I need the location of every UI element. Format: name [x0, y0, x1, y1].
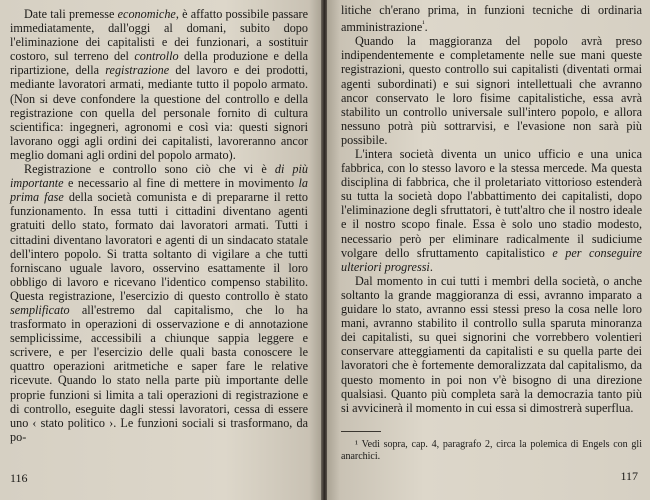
text-run: del lavoro e dei prodotti, mediante lavoratori armati, mediante tutto il popolo armato. (Non si deve confondere la questione del controllo e della registrazione con quella del personale fornito di cultura scientifica: ingegneri, agronomi e così via: questi signori lavorano oggi agli ordini dei capitalisti, lavoreranno ancor meglio domani agli ordini del popolo armato).: [10, 63, 308, 162]
text-run: .: [424, 20, 428, 35]
page-number-left: 116: [10, 471, 28, 485]
right-page: [327, 0, 650, 500]
paragraph: [341, 34, 642, 147]
paragraph: [341, 274, 642, 415]
paragraph: [341, 3, 642, 34]
text-run: e necessario al fine di mettere in movimento: [63, 176, 299, 191]
italic-run: registrazione: [105, 63, 170, 78]
text-run: litiche ch'erano prima, in funzioni tecniche di ordinaria amministrazione: [341, 3, 642, 35]
paragraph: [10, 162, 308, 444]
text-run: Registrazione e controllo sono ciò che vi è: [24, 162, 275, 177]
text-run: L'intera società diventa un unico ufficio e una unica fabbrica, con lo stesso lavoro e la stessa mercede. Ma questa disciplina di fabbrica, che il proletariato vittorioso estenderà su tutta la società dopo l'abbattimento dei capitalisti, dopo l'eliminazione degli sfruttatori, è tutt'altro che il nostro ideale e il nostro scopo finale. Essa è solo uno stadio modesto, necessario però per eliminare radicalmente il sudiciume volgare dello sfruttamento capitalistico: [341, 147, 642, 260]
text-run: della produzione e della ripartizione, della: [10, 49, 309, 78]
italic-run: controllo: [134, 49, 179, 64]
italic-run: semplificato: [10, 302, 70, 317]
italic-run: di più importante: [10, 162, 308, 191]
paragraph: [10, 7, 308, 162]
footnote-rule: [341, 431, 381, 432]
italic-run: la prima fase: [10, 176, 308, 205]
text-run: della società comunista e di prepararne il retto funzionamento. In essa tutti i cittadini diventano agenti gratuiti dello stato, formato dai lavoratori armati. Tutti i cittadini diventano lavoratori e agenti di un sindacato statale dell'intero popolo. Si tratta soltanto di vigilare a che tutti forniscano uguale lavoro, osservino esattamente il loro obbligo di lavoro e ricevano l'identico compenso stabilito. Questa registrazione, l'esercizio di questo controllo è stato: [10, 190, 308, 303]
right-page-body: [341, 3, 642, 415]
italic-run: economiche: [117, 7, 176, 21]
text-run: all'estremo dal capitalismo, che lo ha trasformato in operazioni di osservazione e di annotazione semplicissime, accessibili a chiunque sappia leggere e scrivere, e per l'esercizio delle quali basta conoscere le quattro operazioni aritmetiche e saper fare le relative ricevute. Quando lo stato nella parte più importante delle proprie funzioni si limita a tali operazioni di registrazione e di controllo, eseguite dagli stessi lavoratori, cessa di essere uno ‹ stato politico ›. Le funzioni sociali si trasformano, da po-: [10, 302, 308, 444]
text-run: .: [429, 259, 433, 274]
italic-run: e per conseguire ulteriori progressi: [341, 245, 642, 274]
text-run: Date tali premesse: [24, 7, 118, 21]
paragraph: [341, 147, 642, 274]
text-run: Quando la maggioranza del popolo avrà preso indipendentemente e completamente nelle sue mani queste registrazioni, questo controllo sui capitalisti (diventati ormai agenti subordinati) e sui signori intellettuali che avranno ancor conservato le loro fisime capitalistiche, essa avrà stabilito un controllo universale sull'intero popolo, e allora nessuno potrà più sottrarvisi, e l'evasione non sarà più possibile.: [341, 34, 642, 147]
text-run: , è affatto possibile passare immediatamente, dall'oggi al domani, subito dopo l'eliminazione dei capitalisti e dei funzionari, a sostituir costoro, sul terreno del: [10, 7, 308, 64]
footnote: [341, 439, 642, 463]
left-page: [0, 0, 322, 500]
footnote-text: ¹ Vedi sopra, cap. 4, paragrafo 2, circa la polemica di Engels con gli anarchici.: [341, 438, 642, 462]
footnote-marker: ¹: [422, 19, 425, 29]
page-number-right: 117: [620, 469, 638, 483]
left-page-body: [10, 7, 308, 444]
text-run: Dal momento in cui tutti i membri della società, o anche soltanto la grande maggioranza di essi, avranno imparato a guidare lo stato, avranno essi stessi preso la cosa nelle loro mani, avranno stabilito il controllo sulla sparuta minoranza dei capitalisti, su quei signorini che vorrebbero volentieri conservare atteggiamenti da capitalisti e su quella parte dei lavoratori che è fortemente demoralizzata dal capitalismo, da questo momento in poi non v'è bisogno di una direzione qualsiasi. Quanto più completa sarà la democrazia tanto più si avvicinerà il momento in cui essa si dimostrerà superflua.: [341, 273, 642, 415]
